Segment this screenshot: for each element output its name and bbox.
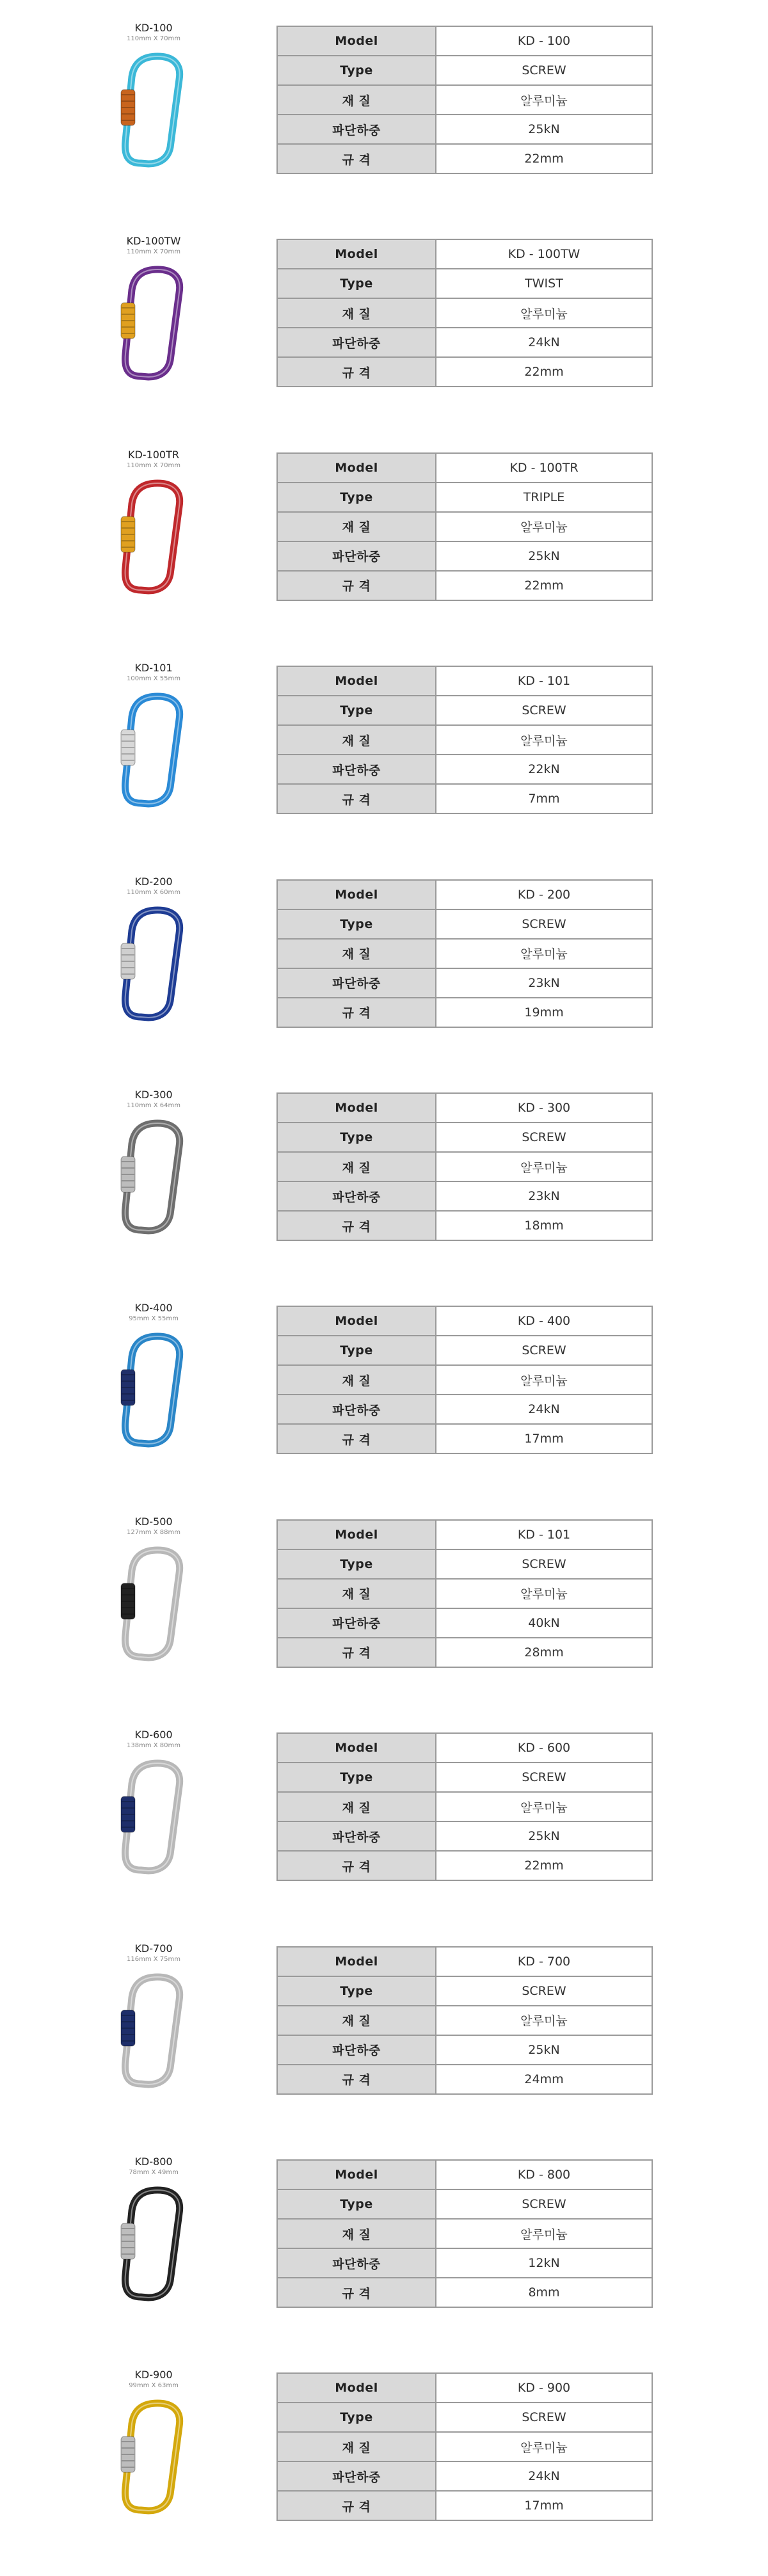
spec-value: 알루미늄 [436,512,652,541]
spec-value: 24kN [436,1395,652,1424]
spec-label: 파단하중 [277,541,436,571]
product-size: 99mm X 63mm [129,2382,179,2390]
product-block [0,2152,768,2363]
spec-label: 재 질 [277,298,436,328]
spec-row-breaking-load [277,541,652,571]
spec-value: SCREW [436,56,652,85]
spec-value: KD - 100TR [436,453,652,483]
spec-label: Type [277,269,436,298]
spec-value: TRIPLE [436,483,652,512]
spec-label: Type [277,909,436,939]
spec-table [276,1732,653,1881]
spec-label: Type [277,2403,436,2432]
spec-value: 22mm [436,1851,652,1880]
spec-row-model [277,1520,652,1549]
spec-value: 25kN [436,2035,652,2065]
spec-label: Model [277,1947,436,1976]
spec-label: 재 질 [277,1365,436,1395]
product-name: KD-101 [134,662,173,675]
spec-table [276,239,653,387]
carabiner-image [115,51,192,170]
spec-value: 25kN [436,541,652,571]
spec-row-model [277,666,652,696]
spec-label: 재 질 [277,512,436,541]
spec-value: KD - 200 [436,880,652,909]
spec-value: 알루미늄 [436,2432,652,2461]
spec-value: KD - 100TW [436,239,652,269]
spec-label: Type [277,1763,436,1792]
spec-value: KD - 900 [436,2373,652,2403]
spec-row-breaking-load [277,1821,652,1851]
carabiner-image [115,905,192,1023]
spec-value: 40kN [436,1608,652,1638]
spec-row-type [277,1336,652,1365]
spec-row-model [277,453,652,483]
spec-row-breaking-load [277,1181,652,1211]
product-size: 95mm X 55mm [129,1315,179,1323]
spec-value: KD - 100 [436,26,652,56]
product-name: KD-100 [134,22,173,34]
spec-row-material [277,2432,652,2461]
spec-value: SCREW [436,2403,652,2432]
spec-row-spec [277,1211,652,1240]
spec-label: 재 질 [277,1792,436,1821]
spec-row-breaking-load [277,1395,652,1424]
spec-label: 규 격 [277,144,436,173]
spec-label: Type [277,1549,436,1579]
spec-row-breaking-load [277,2248,652,2278]
spec-row-material [277,298,652,328]
spec-row-breaking-load [277,328,652,357]
spec-value: 25kN [436,1821,652,1851]
spec-row-model [277,1733,652,1763]
spec-row-breaking-load [277,2461,652,2491]
product-name: KD-500 [134,1515,173,1528]
product-size: 110mm X 70mm [127,461,180,469]
spec-row-spec [277,1424,652,1453]
carabiner-image [115,1545,192,1663]
spec-row-breaking-load [277,755,652,784]
spec-row-type [277,56,652,85]
spec-value: 24kN [436,328,652,357]
product-card [102,2152,205,2331]
carabiner-image [115,1331,192,1450]
spec-row-model [277,1947,652,1976]
spec-label: 파단하중 [277,115,436,144]
spec-value: 알루미늄 [436,1152,652,1181]
spec-label: 파단하중 [277,2461,436,2491]
spec-value: KD - 101 [436,666,652,696]
spec-value: 17mm [436,1424,652,1453]
product-name: KD-700 [134,1942,173,1955]
product-size: 127mm X 88mm [127,1528,180,1536]
spec-row-material [277,1792,652,1821]
spec-value: KD - 800 [436,2160,652,2189]
spec-row-model [277,1093,652,1123]
spec-value: 23kN [436,968,652,998]
spec-table [276,1092,653,1241]
spec-row-spec [277,2278,652,2307]
spec-label: Type [277,1336,436,1365]
spec-row-model [277,2373,652,2403]
spec-row-type [277,1123,652,1152]
product-block [0,231,768,442]
product-size: 110mm X 64mm [127,1102,180,1109]
spec-label: 파단하중 [277,968,436,998]
spec-value: SCREW [436,1549,652,1579]
product-size: 116mm X 75mm [127,1955,180,1963]
product-size: 100mm X 55mm [127,675,180,683]
spec-value: 8mm [436,2278,652,2307]
spec-label: 파단하중 [277,328,436,357]
spec-row-material [277,512,652,541]
spec-row-model [277,26,652,56]
spec-row-material [277,1579,652,1608]
spec-row-type [277,909,652,939]
product-card [102,18,205,197]
spec-value: SCREW [436,1336,652,1365]
spec-label: 파단하중 [277,1821,436,1851]
product-card [102,1298,205,1477]
spec-value: KD - 700 [436,1947,652,1976]
spec-value: 알루미늄 [436,2219,652,2248]
spec-label: 재 질 [277,1152,436,1181]
spec-label: Model [277,1306,436,1336]
spec-row-spec [277,1851,652,1880]
spec-label: 재 질 [277,2006,436,2035]
spec-row-type [277,1976,652,2006]
product-card [102,1085,205,1264]
product-card [102,2365,205,2544]
spec-table [276,1519,653,1668]
product-size: 110mm X 70mm [127,248,180,256]
product-name: KD-800 [134,2156,173,2168]
spec-label: 파단하중 [277,1181,436,1211]
spec-row-material [277,1152,652,1181]
spec-row-type [277,483,652,512]
spec-value: 알루미늄 [436,1579,652,1608]
spec-label: 규 격 [277,998,436,1027]
spec-row-spec [277,2065,652,2094]
spec-label: Model [277,666,436,696]
product-block [0,872,768,1083]
product-block [0,1085,768,1296]
spec-row-breaking-load [277,2035,652,2065]
product-block [0,2365,768,2576]
spec-value: 알루미늄 [436,298,652,328]
spec-table [276,1946,653,2095]
spec-value: SCREW [436,909,652,939]
spec-row-spec [277,998,652,1027]
spec-value: SCREW [436,2189,652,2219]
spec-row-model [277,2160,652,2189]
spec-value: KD - 600 [436,1733,652,1763]
carabiner-image [115,478,192,596]
product-card [102,658,205,837]
spec-label: 규 격 [277,1424,436,1453]
carabiner-image [115,1758,192,1876]
spec-row-spec [277,357,652,387]
spec-value: 28mm [436,1638,652,1667]
spec-value: 23kN [436,1181,652,1211]
product-name: KD-900 [134,2369,173,2381]
spec-label: 파단하중 [277,1608,436,1638]
carabiner-image [115,2398,192,2516]
spec-label: Model [277,26,436,56]
product-name: KD-100TR [127,448,179,461]
spec-value: 25kN [436,115,652,144]
carabiner-image [115,264,192,383]
spec-value: 알루미늄 [436,85,652,115]
spec-label: 파단하중 [277,2248,436,2278]
spec-label: Model [277,880,436,909]
spec-row-material [277,2219,652,2248]
spec-label: Type [277,1976,436,2006]
spec-row-type [277,1763,652,1792]
product-block [0,445,768,656]
spec-value: 19mm [436,998,652,1027]
product-name: KD-300 [134,1089,173,1101]
spec-value: 7mm [436,784,652,813]
spec-label: 파단하중 [277,1395,436,1424]
spec-row-spec [277,2491,652,2520]
spec-row-material [277,1365,652,1395]
product-size: 78mm X 49mm [129,2169,179,2176]
spec-value: 22kN [436,755,652,784]
spec-label: 규 격 [277,357,436,387]
spec-label: 규 격 [277,571,436,600]
product-name: KD-100TW [126,235,181,248]
spec-label: 규 격 [277,2278,436,2307]
spec-row-type [277,696,652,725]
spec-value: 22mm [436,144,652,173]
spec-row-spec [277,1638,652,1667]
spec-value: KD - 400 [436,1306,652,1336]
product-block [0,1939,768,2150]
spec-value: 12kN [436,2248,652,2278]
product-block [0,18,768,229]
spec-label: 규 격 [277,2491,436,2520]
spec-value: 알루미늄 [436,1365,652,1395]
spec-row-type [277,2403,652,2432]
spec-row-material [277,939,652,968]
product-size: 138mm X 80mm [127,1742,180,1750]
spec-row-breaking-load [277,968,652,998]
spec-label: 파단하중 [277,2035,436,2065]
product-size: 110mm X 70mm [127,35,180,42]
product-block [0,658,768,869]
spec-value: KD - 300 [436,1093,652,1123]
product-card [102,1939,205,2118]
product-card [102,445,205,624]
spec-row-model [277,880,652,909]
spec-value: 알루미늄 [436,1792,652,1821]
spec-label: 규 격 [277,1851,436,1880]
spec-label: 재 질 [277,2432,436,2461]
product-card [102,1512,205,1691]
spec-label: Model [277,1093,436,1123]
spec-row-spec [277,784,652,813]
spec-value: 24kN [436,2461,652,2491]
spec-value: SCREW [436,1123,652,1152]
spec-row-type [277,2189,652,2219]
spec-label: Model [277,2160,436,2189]
carabiner-image [115,1972,192,2090]
spec-value: SCREW [436,1763,652,1792]
product-name: KD-200 [134,875,173,888]
spec-row-spec [277,571,652,600]
spec-value: KD - 101 [436,1520,652,1549]
spec-label: Type [277,56,436,85]
spec-label: 재 질 [277,939,436,968]
spec-label: 재 질 [277,85,436,115]
spec-row-model [277,1306,652,1336]
spec-label: 재 질 [277,725,436,755]
spec-row-spec [277,144,652,173]
product-name: KD-600 [134,1729,173,1741]
spec-label: Model [277,1520,436,1549]
spec-label: Model [277,2373,436,2403]
spec-label: 규 격 [277,1638,436,1667]
spec-value: 24mm [436,2065,652,2094]
spec-row-breaking-load [277,115,652,144]
spec-table [276,26,653,174]
spec-label: 재 질 [277,2219,436,2248]
spec-table [276,2372,653,2521]
spec-row-breaking-load [277,1608,652,1638]
spec-table [276,2159,653,2308]
spec-table [276,879,653,1028]
spec-value: SCREW [436,696,652,725]
spec-row-model [277,239,652,269]
spec-label: 규 격 [277,2065,436,2094]
product-size: 110mm X 60mm [127,888,180,896]
spec-value: 22mm [436,571,652,600]
spec-table [276,452,653,601]
product-block [0,1512,768,1723]
spec-value: 18mm [436,1211,652,1240]
spec-row-material [277,2006,652,2035]
product-block [0,1298,768,1509]
spec-value: 알루미늄 [436,725,652,755]
spec-value: 알루미늄 [436,939,652,968]
spec-row-material [277,725,652,755]
spec-label: Model [277,453,436,483]
spec-label: Model [277,1733,436,1763]
product-card [102,231,205,410]
spec-label: Type [277,483,436,512]
spec-label: Type [277,2189,436,2219]
spec-value: SCREW [436,1976,652,2006]
spec-label: Type [277,696,436,725]
spec-value: 22mm [436,357,652,387]
spec-value: 17mm [436,2491,652,2520]
spec-label: 재 질 [277,1579,436,1608]
product-name: KD-400 [134,1302,173,1315]
carabiner-image [115,691,192,810]
product-block [0,1725,768,1936]
spec-label: Model [277,239,436,269]
spec-value: 알루미늄 [436,2006,652,2035]
spec-label: 규 격 [277,1211,436,1240]
spec-label: Type [277,1123,436,1152]
spec-label: 파단하중 [277,755,436,784]
spec-row-material [277,85,652,115]
spec-label: 규 격 [277,784,436,813]
product-card [102,1725,205,1904]
carabiner-image [115,1118,192,1236]
spec-table [276,666,653,814]
spec-table [276,1306,653,1454]
spec-row-type [277,1549,652,1579]
carabiner-image [115,2185,192,2303]
spec-value: TWIST [436,269,652,298]
product-card [102,872,205,1051]
spec-row-type [277,269,652,298]
